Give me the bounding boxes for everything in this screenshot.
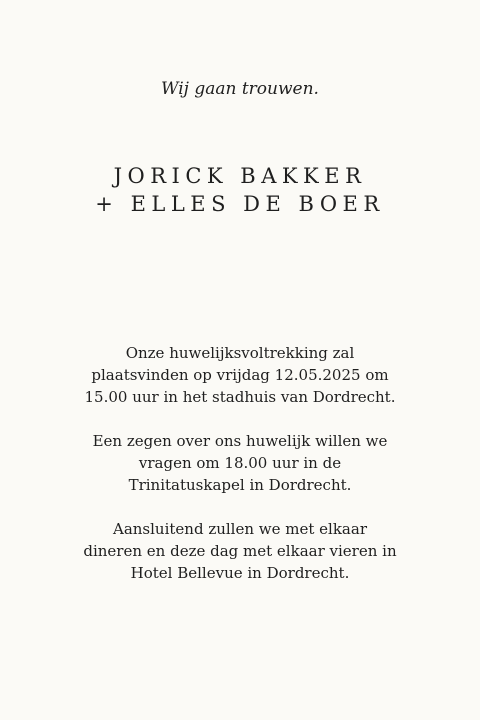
couple-names xyxy=(0,162,480,218)
name-line-1: JORICK BAKKER xyxy=(113,164,367,188)
text-line: vragen om 18.00 uur in de xyxy=(138,454,342,472)
text-line: 15.00 uur in het stadhuis van Dordrecht. xyxy=(84,388,396,406)
text-line: Een zegen over ons huwelijk willen we xyxy=(92,432,388,450)
dinner-paragraph xyxy=(60,518,420,584)
ceremony-paragraph xyxy=(60,342,420,408)
intro-text: Wij gaan trouwen. xyxy=(161,79,319,99)
text-line: plaatsvinden op vrijdag 12.05.2025 om xyxy=(91,366,389,384)
name-line-2: + ELLES DE BOER xyxy=(95,192,385,216)
text-line: Onze huwelijksvoltrekking zal xyxy=(125,344,355,362)
invitation-body xyxy=(60,342,420,606)
text-line: Hotel Bellevue in Dordrecht. xyxy=(130,564,350,582)
text-line: Aansluitend zullen we met elkaar xyxy=(113,520,367,538)
blessing-paragraph xyxy=(60,430,420,496)
text-line: Trinitatuskapel in Dordrecht. xyxy=(128,476,352,494)
text-line: dineren en deze dag met elkaar vieren in xyxy=(83,542,397,560)
